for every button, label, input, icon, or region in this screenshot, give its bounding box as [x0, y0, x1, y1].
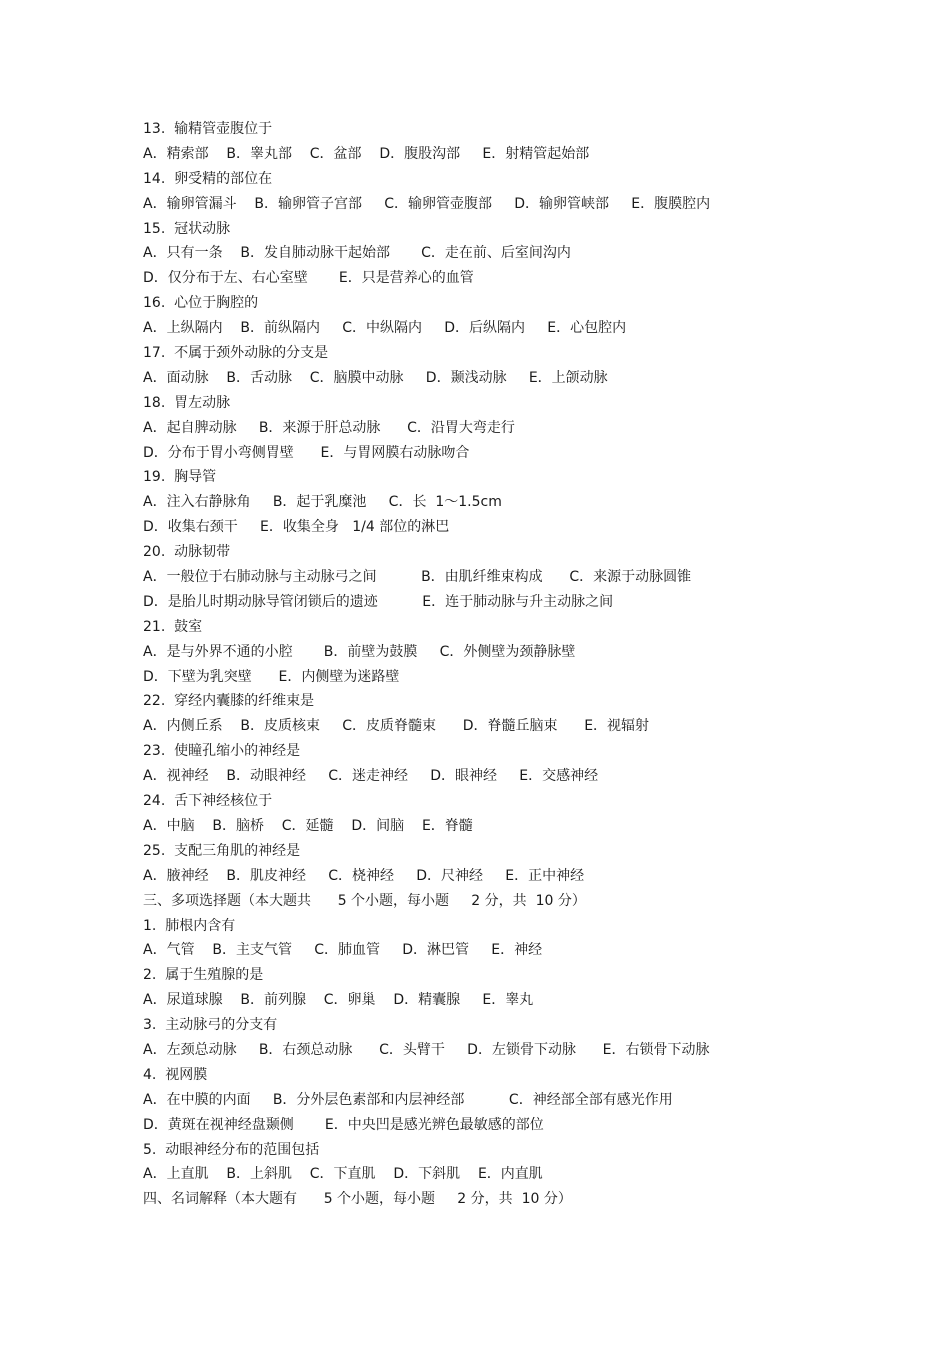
text-line: 四、名词解释（本大题有 5 个小题，每小题 2 分，共 10 分） [143, 1191, 572, 1208]
text-line: 19. 胸导管 [143, 469, 217, 486]
document-page [143, 117, 903, 1212]
text-line: 3. 主动脉弓的分支有 [143, 1017, 278, 1034]
text-line: A．起自脾动脉 B．来源于肝总动脉 C．沿胃大弯走行 [143, 419, 515, 436]
text-line: D．下壁为乳突壁 E．内侧壁为迷路壁 [143, 668, 400, 685]
text-line: 三、多项选择题（本大题共 5 个小题，每小题 2 分，共 10 分） [143, 892, 586, 909]
text-line: A．视神经 B．动眼神经 C．迷走神经 D．眼神经 E．交感神经 [143, 768, 599, 785]
text-line: 17. 不属于颈外动脉的分支是 [143, 345, 329, 362]
text-line: A．气管 B．主支气管 C．肺血管 D．淋巴管 E．神经 [143, 942, 543, 959]
text-line: 15. 冠状动脉 [143, 220, 231, 237]
text-line: A．面动脉 B．舌动脉 C．脑膜中动脉 D．颞浅动脉 E．上颌动脉 [143, 369, 608, 386]
text-line: A．中脑 B．脑桥 C．延髓 D．间脑 E．脊髓 [143, 817, 473, 834]
text-line: 16. 心位于胸腔的 [143, 295, 259, 312]
text-line: 13. 输精管壶腹位于 [143, 121, 273, 137]
text-line: D．是胎儿时期动脉导管闭锁后的遗迹 E．连于肺动脉与升主动脉之间 [143, 593, 614, 610]
text-line: 21. 鼓室 [143, 618, 203, 635]
text-line: D．仅分布于左、右心室壁 E．只是营养心的血管 [143, 270, 474, 287]
text-line: D．黄斑在视神经盘颞侧 E．中央凹是感光辨色最敏感的部位 [143, 1116, 544, 1133]
text-line: A．是与外界不通的小腔 B．前壁为鼓膜 C．外侧壁为颈静脉壁 [143, 643, 576, 660]
text-line: A．上直肌 B．上斜肌 C．下直肌 D．下斜肌 E．内直肌 [143, 1166, 543, 1183]
text-line: D．分布于胃小弯侧胃壁 E．与胃网膜右动脉吻合 [143, 444, 470, 461]
text-line: 2. 属于生殖腺的是 [143, 967, 264, 984]
text-line: 25. 支配三角肌的神经是 [143, 842, 301, 859]
text-line: 1. 肺根内含有 [143, 917, 236, 934]
text-line: 23. 使瞳孔缩小的神经是 [143, 743, 301, 760]
text-line: A．腋神经 B．肌皮神经 C．桡神经 D．尺神经 E．正中神经 [143, 867, 585, 884]
text-line: 20. 动脉韧带 [143, 544, 231, 561]
text-line: A．输卵管漏斗 B．输卵管子宫部 C．输卵管壶腹部 D．输卵管峡部 E．腹膜腔内 [143, 195, 711, 212]
text-line: A．尿道球腺 B．前列腺 C．卵巢 D．精囊腺 E．睾丸 [143, 992, 534, 1009]
text-line: 14. 卵受精的部位在 [143, 170, 273, 187]
text-line: A．上纵隔内 B．前纵隔内 C．中纵隔内 D．后纵隔内 E．心包腔内 [143, 320, 627, 337]
text-line: 4. 视网膜 [143, 1066, 208, 1083]
text-line: A．左颈总动脉 B．右颈总动脉 C．头臂干 D．左锁骨下动脉 E．右锁骨下动脉 [143, 1041, 710, 1058]
text-line: D．收集右颈干 E．收集全身 1/4 部位的淋巴 [143, 519, 450, 536]
text-line: 5. 动眼神经分布的范围包括 [143, 1141, 320, 1158]
text-line: A．内侧丘系 B．皮质核束 C．皮质脊髓束 D．脊髓丘脑束 E．视辐射 [143, 718, 650, 735]
text-line: 18. 胃左动脉 [143, 394, 231, 411]
text-line: 22. 穿经内囊膝的纤维束是 [143, 693, 315, 710]
text-line: A．精索部 B．睾丸部 C．盆部 D．腹股沟部 E．射精管起始部 [143, 145, 590, 162]
text-line: 24. 舌下神经核位于 [143, 793, 273, 810]
text-line: A．在中膜的内面 B．分外层色素部和内层神经部 C．神经部全部有感光作用 [143, 1091, 673, 1108]
text-line: A．一般位于右肺动脉与主动脉弓之间 B．由肌纤维束构成 C．来源于动脉圆锥 [143, 569, 692, 586]
text-line: A．注入右静脉角 B．起于乳糜池 C．长 1～1.5cm [143, 494, 502, 511]
text-line: A．只有一条 B．发自肺动脉干起始部 C．走在前、后室间沟内 [143, 245, 571, 262]
